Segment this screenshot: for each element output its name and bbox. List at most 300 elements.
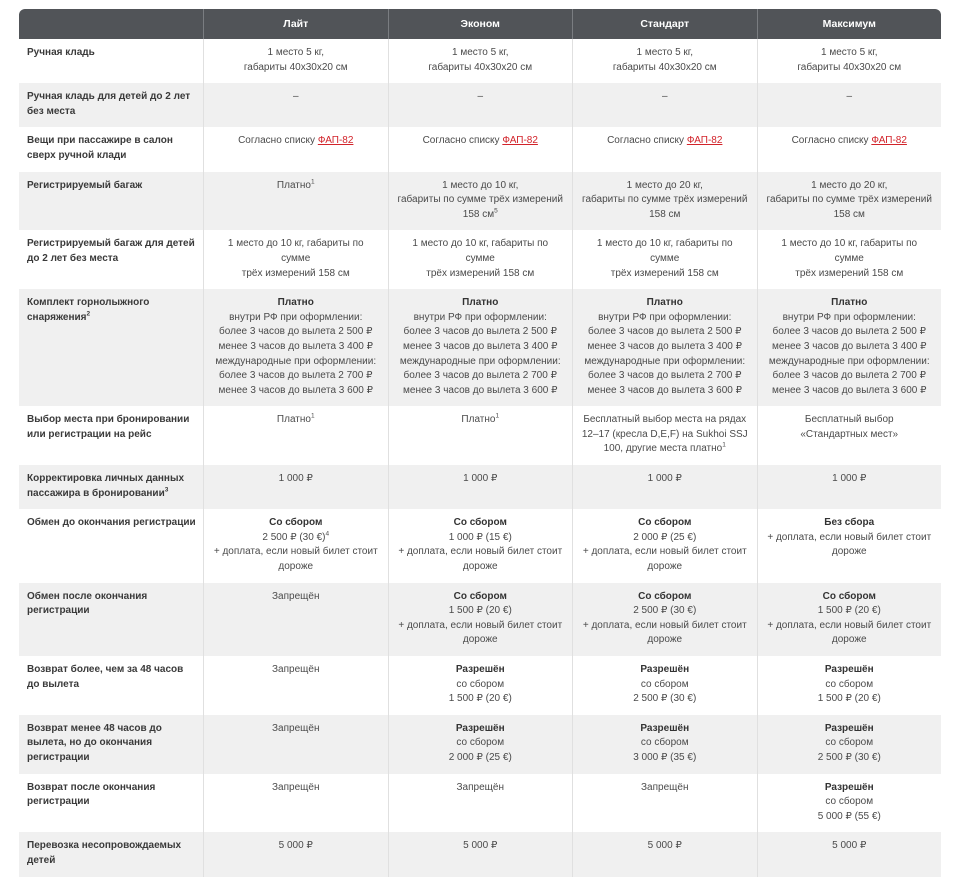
- cell-maximum: [757, 230, 942, 289]
- cell-line: [397, 633, 565, 648]
- cell-text: международные при оформлении:: [399, 355, 561, 367]
- row-label-text: Возврат после окончания регистрации: [27, 781, 156, 808]
- cell-text: более 3 часов до вылета 2 700 ₽: [772, 370, 926, 382]
- row-label: [19, 83, 203, 127]
- cell-line: [397, 325, 565, 340]
- cell-text: + доплата, если новый билет стоит: [767, 619, 932, 631]
- cell-text: внутри РФ при оформлении:: [413, 311, 547, 323]
- cell-text: дороже: [462, 561, 498, 573]
- cell-line: [766, 472, 934, 487]
- cell-line: [581, 311, 749, 326]
- row-label-text: Перевозка несопровождаемых детей: [27, 840, 182, 866]
- cell-text: более 3 часов до вылета 2 500 ₽: [403, 326, 557, 338]
- cell-line: [212, 472, 380, 487]
- cell-maximum: [757, 583, 942, 656]
- cell-text: габариты 40х30х20 см: [243, 61, 348, 73]
- cell-line: [397, 355, 565, 370]
- cell-text: менее 3 часов до вылета 3 600 ₽: [587, 384, 742, 396]
- cell-line: [581, 46, 749, 61]
- cell-econom: [388, 289, 573, 406]
- cell-text: + доплата, если новый билет стоит: [582, 546, 747, 558]
- cell-bold-label: Разрешён: [824, 781, 874, 793]
- cell-maximum: [757, 509, 942, 582]
- cell-line: [766, 619, 934, 634]
- table-row: [19, 832, 941, 876]
- cell-standard: [572, 832, 757, 876]
- cell-text: габариты 40х30х20 см: [612, 61, 717, 73]
- cell-line: [212, 839, 380, 854]
- cell-line: [766, 692, 934, 707]
- cell-text: + доплата, если новый билет стоит: [398, 546, 563, 558]
- row-label-text: Обмен до окончания регистрации: [27, 517, 196, 529]
- cell-line: [581, 237, 749, 266]
- cell-text: + доплата, если новый билет стоит: [398, 619, 563, 631]
- cell-standard: [572, 289, 757, 406]
- cell-line: [581, 692, 749, 707]
- row-label-text: Регистрируемый багаж: [27, 179, 143, 191]
- cell-bold-label: Разрешён: [824, 722, 874, 734]
- cell-bold-label: Платно: [831, 297, 868, 309]
- cell-standard: [572, 172, 757, 231]
- footnote-marker: 4: [325, 530, 330, 538]
- cell-text: трёх измерений 158 см: [610, 267, 719, 279]
- cell-bold-label: Разрешён: [824, 664, 874, 675]
- cell-line: [397, 678, 565, 693]
- cell-text: менее 3 часов до вылета 3 400 ₽: [772, 340, 927, 352]
- row-label: [19, 509, 203, 582]
- cell-text: габариты по сумме трёх измерений: [397, 194, 563, 206]
- cell-text: со сбором: [825, 796, 874, 808]
- cell-econom: [388, 465, 573, 509]
- cell-bold-label: Со сбором: [822, 590, 876, 602]
- cell-bold-label: Разрешён: [455, 664, 505, 675]
- cell-line: [766, 413, 934, 428]
- cell-text: со сбором: [456, 737, 505, 749]
- row-label: [19, 406, 203, 465]
- cell-text: 1 000 ₽: [647, 473, 682, 485]
- cell-line: [212, 545, 380, 560]
- row-label: [19, 127, 203, 171]
- row-label-text: Ручная кладь: [27, 47, 95, 58]
- table-row: [19, 172, 941, 231]
- cell-text: трёх измерений 158 см: [795, 267, 904, 279]
- cell-line: [397, 311, 565, 326]
- cell-line: [397, 545, 565, 560]
- cell-standard: [572, 127, 757, 171]
- cell-lite: [203, 774, 388, 833]
- cell-lite: [203, 715, 388, 774]
- cell-line: [212, 61, 380, 76]
- cell-line: [766, 428, 934, 443]
- row-label: [19, 832, 203, 876]
- cell-price: 2 000 ₽ (25 €): [633, 531, 697, 543]
- row-label: [19, 172, 203, 231]
- cell-line: [397, 61, 565, 76]
- cell-line: [581, 384, 749, 399]
- cell-standard: [572, 406, 757, 465]
- cell-line: [212, 340, 380, 355]
- plan-header-standard: Стандарт: [572, 9, 757, 39]
- cell-text: 1 место до 10 кг, габариты по сумме: [596, 238, 733, 264]
- cell-line: [581, 751, 749, 766]
- cell-bold-label: Разрешён: [455, 722, 505, 734]
- cell-text: 1 000 ₽: [463, 473, 498, 485]
- cell-standard: [572, 656, 757, 715]
- cell-line: [766, 678, 934, 693]
- cell-text: 1 место 5 кг,: [636, 47, 693, 58]
- cell-line: [212, 325, 380, 340]
- row-label: [19, 774, 203, 833]
- cell-text: Запрещён: [272, 722, 320, 734]
- cell-text: дороже: [831, 634, 867, 646]
- cell-bold-label: Разрешён: [640, 722, 690, 734]
- cell-lite: [203, 465, 388, 509]
- cell-lite: [203, 230, 388, 289]
- cell-text: менее 3 часов до вылета 3 600 ₽: [403, 384, 558, 396]
- cell-line: [581, 633, 749, 648]
- cell-text: более 3 часов до вылета 2 500 ₽: [772, 326, 926, 338]
- cell-standard: [572, 715, 757, 774]
- cell-text: международные при оформлении:: [584, 355, 746, 367]
- cell-line: [766, 355, 934, 370]
- cell-text: более 3 часов до вылета 2 500 ₽: [219, 326, 373, 338]
- cell-text: дороже: [462, 634, 498, 646]
- row-label-text: Регистрируемый багаж для детей до 2 лет без места: [27, 238, 195, 264]
- cell-line: [581, 193, 749, 208]
- cell-price-line: [581, 531, 749, 546]
- cell-text: дороже: [278, 561, 314, 573]
- footnote-marker: 5: [494, 207, 498, 215]
- cell-maximum: [757, 715, 942, 774]
- cell-line: [581, 472, 749, 487]
- cell-lite: [203, 656, 388, 715]
- cell-line: [397, 208, 565, 223]
- row-label-text: Обмен после окончания регистрации: [27, 590, 148, 617]
- cell-text: со сбором: [825, 678, 874, 690]
- cell-line: [581, 61, 749, 76]
- cell-text: менее 3 часов до вылета 3 400 ₽: [403, 340, 558, 352]
- cell-text: габариты по сумме трёх измерений: [582, 194, 748, 206]
- header-row: [19, 9, 941, 39]
- footnote-marker: 3: [164, 486, 169, 494]
- cell-line: [212, 90, 380, 105]
- cell-text: внутри РФ при оформлении:: [782, 311, 916, 323]
- cell-bold-label: Разрешён: [640, 664, 690, 675]
- cell-line: [397, 560, 565, 575]
- cell-text: + доплата, если новый билет стоит: [767, 531, 932, 543]
- cell-line: [397, 472, 565, 487]
- cell-bold-label: Без сбора: [824, 517, 875, 529]
- cell-price-line: [397, 604, 565, 619]
- cell-line: [212, 560, 380, 575]
- cell-text: со сбором: [640, 678, 689, 690]
- cell-line: [766, 179, 934, 194]
- row-label-text: Возврат более, чем за 48 часов до вылета: [27, 664, 184, 690]
- cell-line: [581, 678, 749, 693]
- cell-line: [766, 369, 934, 384]
- cell-line: [212, 590, 380, 605]
- cell-line: [581, 134, 749, 149]
- row-label: [19, 289, 203, 406]
- cell-line: [581, 355, 749, 370]
- cell-text: 2 500 ₽ (30 €): [633, 693, 697, 705]
- cell-bold-label: Платно: [646, 297, 683, 309]
- footnote-marker: 1: [722, 442, 726, 450]
- cell-text: 5 000 ₽: [832, 840, 867, 852]
- cell-text: 1 место 5 кг,: [820, 47, 878, 58]
- cell-bold-label: Со сбором: [269, 517, 323, 529]
- cell-text: 1 место до 10 кг, габариты по сумме: [227, 238, 364, 264]
- tariff-table-body: [19, 39, 941, 877]
- cell-line: [766, 90, 934, 105]
- cell-line: [581, 340, 749, 355]
- cell-econom: [388, 230, 573, 289]
- cell-line: [581, 736, 749, 751]
- cell-text: 1 место до 20 кг,: [626, 179, 703, 191]
- cell-line: [581, 267, 749, 282]
- cell-line: [212, 384, 380, 399]
- fap-82-link[interactable]: ФАП-82: [871, 135, 907, 147]
- table-row: [19, 715, 941, 774]
- cell-line: [397, 692, 565, 707]
- cell-line: [581, 839, 749, 854]
- cell-maximum: [757, 83, 942, 127]
- cell-line: [581, 560, 749, 575]
- cell-price: 1 500 ₽ (20 €): [448, 605, 512, 617]
- cell-standard: [572, 774, 757, 833]
- fap-82-link[interactable]: ФАП-82: [686, 135, 723, 147]
- cell-text: 5 000 ₽: [647, 840, 682, 852]
- cell-line: [581, 413, 749, 428]
- cell-text: трёх измерений 158 см: [241, 267, 350, 279]
- tariff-table: [19, 9, 941, 877]
- cell-text: международные при оформлении:: [215, 355, 377, 367]
- cell-text: 2 000 ₽ (25 €): [448, 751, 512, 763]
- plan-header-maximum: Максимум: [757, 9, 942, 39]
- cell-text: менее 3 часов до вылета 3 600 ₽: [218, 384, 373, 396]
- cell-text: –: [661, 91, 668, 103]
- cell-maximum: [757, 127, 942, 171]
- cell-text: со сбором: [456, 678, 505, 690]
- cell-line: [766, 311, 934, 326]
- cell-text: 5 000 ₽ (55 €): [817, 810, 881, 822]
- cell-line: [581, 619, 749, 634]
- cell-price: 1 000 ₽ (15 €): [448, 531, 512, 543]
- cell-econom: [388, 583, 573, 656]
- cell-line: [766, 531, 934, 546]
- cell-line: [766, 134, 934, 149]
- cell-bold-label: Платно: [277, 297, 314, 309]
- cell-line: [397, 751, 565, 766]
- plan-header-lite: Лайт: [203, 9, 388, 39]
- cell-maximum: [757, 774, 942, 833]
- cell-lite: [203, 583, 388, 656]
- cell-lite: [203, 39, 388, 83]
- cell-text: 1 место до 10 кг, габариты по сумме: [781, 238, 918, 264]
- cell-text: менее 3 часов до вылета 3 400 ₽: [587, 340, 742, 352]
- cell-text: трёх измерений 158 см: [426, 267, 535, 279]
- cell-line: [766, 267, 934, 282]
- cell-econom: [388, 509, 573, 582]
- row-label-text: Вещи при пассажире в салон сверх ручной клади: [27, 135, 173, 161]
- cell-text: внутри РФ при оформлении:: [229, 311, 363, 323]
- cell-line: [766, 237, 934, 266]
- cell-text: + доплата, если новый билет стоит: [582, 619, 747, 631]
- cell-lite: [203, 406, 388, 465]
- cell-line: [397, 369, 565, 384]
- cell-text: 1 место 5 кг,: [451, 47, 509, 58]
- cell-line: [766, 810, 934, 825]
- footnote-marker: 1: [310, 178, 315, 186]
- cell-line: [397, 384, 565, 399]
- cell-line: [581, 545, 749, 560]
- row-label: [19, 39, 203, 83]
- cell-text: со сбором: [825, 737, 874, 749]
- cell-line: [397, 839, 565, 854]
- fap-82-link[interactable]: ФАП-82: [317, 135, 354, 147]
- footnote-marker: 2: [86, 310, 91, 318]
- row-label: [19, 715, 203, 774]
- cell-line: [766, 340, 934, 355]
- cell-text: дороже: [647, 634, 683, 646]
- header-corner: [19, 9, 203, 39]
- table-row: [19, 406, 941, 465]
- cell-line: [397, 619, 565, 634]
- cell-econom: [388, 832, 573, 876]
- cell-text: Запрещён: [641, 781, 689, 793]
- table-row: [19, 774, 941, 833]
- cell-bold-label: Со сбором: [453, 517, 507, 529]
- cell-text: «Стандартных мест»: [800, 428, 899, 440]
- cell-text: Бесплатный выбор места на рядах: [583, 414, 747, 426]
- cell-econom: [388, 715, 573, 774]
- cell-line: [766, 208, 934, 223]
- cell-text: 100, другие места платно: [603, 443, 723, 455]
- cell-line: [212, 311, 380, 326]
- cell-econom: [388, 127, 573, 171]
- cell-text: Платно: [461, 414, 496, 426]
- cell-standard: [572, 83, 757, 127]
- cell-bold-label: Со сбором: [453, 590, 507, 602]
- cell-text: более 3 часов до вылета 2 700 ₽: [219, 370, 373, 382]
- cell-text: Согласно списку: [607, 135, 687, 147]
- row-label-text: Комплект горнолыжного снаряжения: [27, 297, 150, 323]
- cell-text: дороже: [831, 546, 867, 558]
- cell-text: 158 см: [833, 208, 865, 220]
- cell-text: Платно: [276, 179, 311, 191]
- cell-text: 5 000 ₽: [278, 840, 313, 852]
- cell-line: [397, 413, 565, 428]
- cell-maximum: [757, 832, 942, 876]
- cell-line: [212, 355, 380, 370]
- table-row: [19, 509, 941, 582]
- table-row: [19, 289, 941, 406]
- cell-standard: [572, 509, 757, 582]
- cell-line: [766, 384, 934, 399]
- cell-econom: [388, 406, 573, 465]
- cell-price: 2 500 ₽ (30 €): [633, 605, 697, 617]
- cell-text: 1 000 ₽: [832, 473, 867, 485]
- cell-line: [397, 134, 565, 149]
- cell-line: [766, 736, 934, 751]
- cell-text: Бесплатный выбор: [804, 414, 894, 426]
- cell-text: Согласно списку: [422, 135, 503, 147]
- cell-line: [766, 193, 934, 208]
- cell-line: [581, 442, 749, 457]
- row-label: [19, 583, 203, 656]
- fap-82-link[interactable]: ФАП-82: [502, 135, 538, 147]
- cell-line: [212, 781, 380, 796]
- cell-line: [397, 179, 565, 194]
- cell-text: более 3 часов до вылета 2 700 ₽: [588, 370, 742, 382]
- cell-text: внутри РФ при оформлении:: [598, 311, 732, 323]
- cell-text: Запрещён: [272, 664, 320, 675]
- cell-lite: [203, 509, 388, 582]
- cell-bold-label: Со сбором: [638, 517, 692, 529]
- row-label: [19, 230, 203, 289]
- cell-line: [581, 428, 749, 443]
- cell-line: [397, 781, 565, 796]
- cell-text: габариты 40х30х20 см: [797, 61, 902, 73]
- cell-text: 1 место 5 кг,: [267, 47, 324, 58]
- cell-line: [766, 325, 934, 340]
- cell-text: более 3 часов до вылета 2 500 ₽: [588, 326, 742, 338]
- cell-bold-label: Со сбором: [638, 590, 692, 602]
- table-row: [19, 583, 941, 656]
- cell-line: [581, 179, 749, 194]
- cell-text: Запрещён: [272, 590, 320, 602]
- cell-standard: [572, 465, 757, 509]
- footnote-marker: 1: [495, 412, 500, 420]
- cell-line: [766, 46, 934, 61]
- cell-standard: [572, 583, 757, 656]
- cell-text: Платно: [276, 414, 311, 426]
- cell-lite: [203, 127, 388, 171]
- row-label-text: Выбор места при бронировании или регистрации на рейс: [27, 414, 190, 440]
- cell-line: [581, 90, 749, 105]
- table-row: [19, 39, 941, 83]
- row-label-text: Ручная кладь для детей до 2 лет без места: [27, 91, 191, 117]
- cell-econom: [388, 656, 573, 715]
- cell-price-line: [766, 604, 934, 619]
- table-row: [19, 230, 941, 289]
- cell-text: габариты 40х30х20 см: [428, 61, 533, 73]
- cell-line: [397, 90, 565, 105]
- cell-line: [397, 340, 565, 355]
- cell-text: 12–17 (кресла D,E,F) на Sukhoi SSJ: [581, 428, 748, 440]
- cell-econom: [388, 39, 573, 83]
- cell-line: [766, 839, 934, 854]
- cell-text: менее 3 часов до вылета 3 600 ₽: [772, 384, 927, 396]
- cell-lite: [203, 172, 388, 231]
- cell-maximum: [757, 172, 942, 231]
- cell-text: 158 см: [462, 208, 495, 220]
- cell-text: более 3 часов до вылета 2 700 ₽: [403, 370, 557, 382]
- cell-line: [397, 193, 565, 208]
- cell-text: со сбором: [640, 737, 689, 749]
- cell-text: 158 см: [649, 208, 681, 220]
- cell-price-line: [397, 531, 565, 546]
- cell-line: [766, 633, 934, 648]
- cell-line: [212, 134, 380, 149]
- cell-line: [397, 267, 565, 282]
- cell-line: [212, 413, 380, 428]
- cell-text: менее 3 часов до вылета 3 400 ₽: [218, 340, 373, 352]
- cell-line: [212, 267, 380, 282]
- cell-maximum: [757, 289, 942, 406]
- cell-lite: [203, 289, 388, 406]
- cell-price: 2 500 ₽ (30 €): [262, 531, 326, 543]
